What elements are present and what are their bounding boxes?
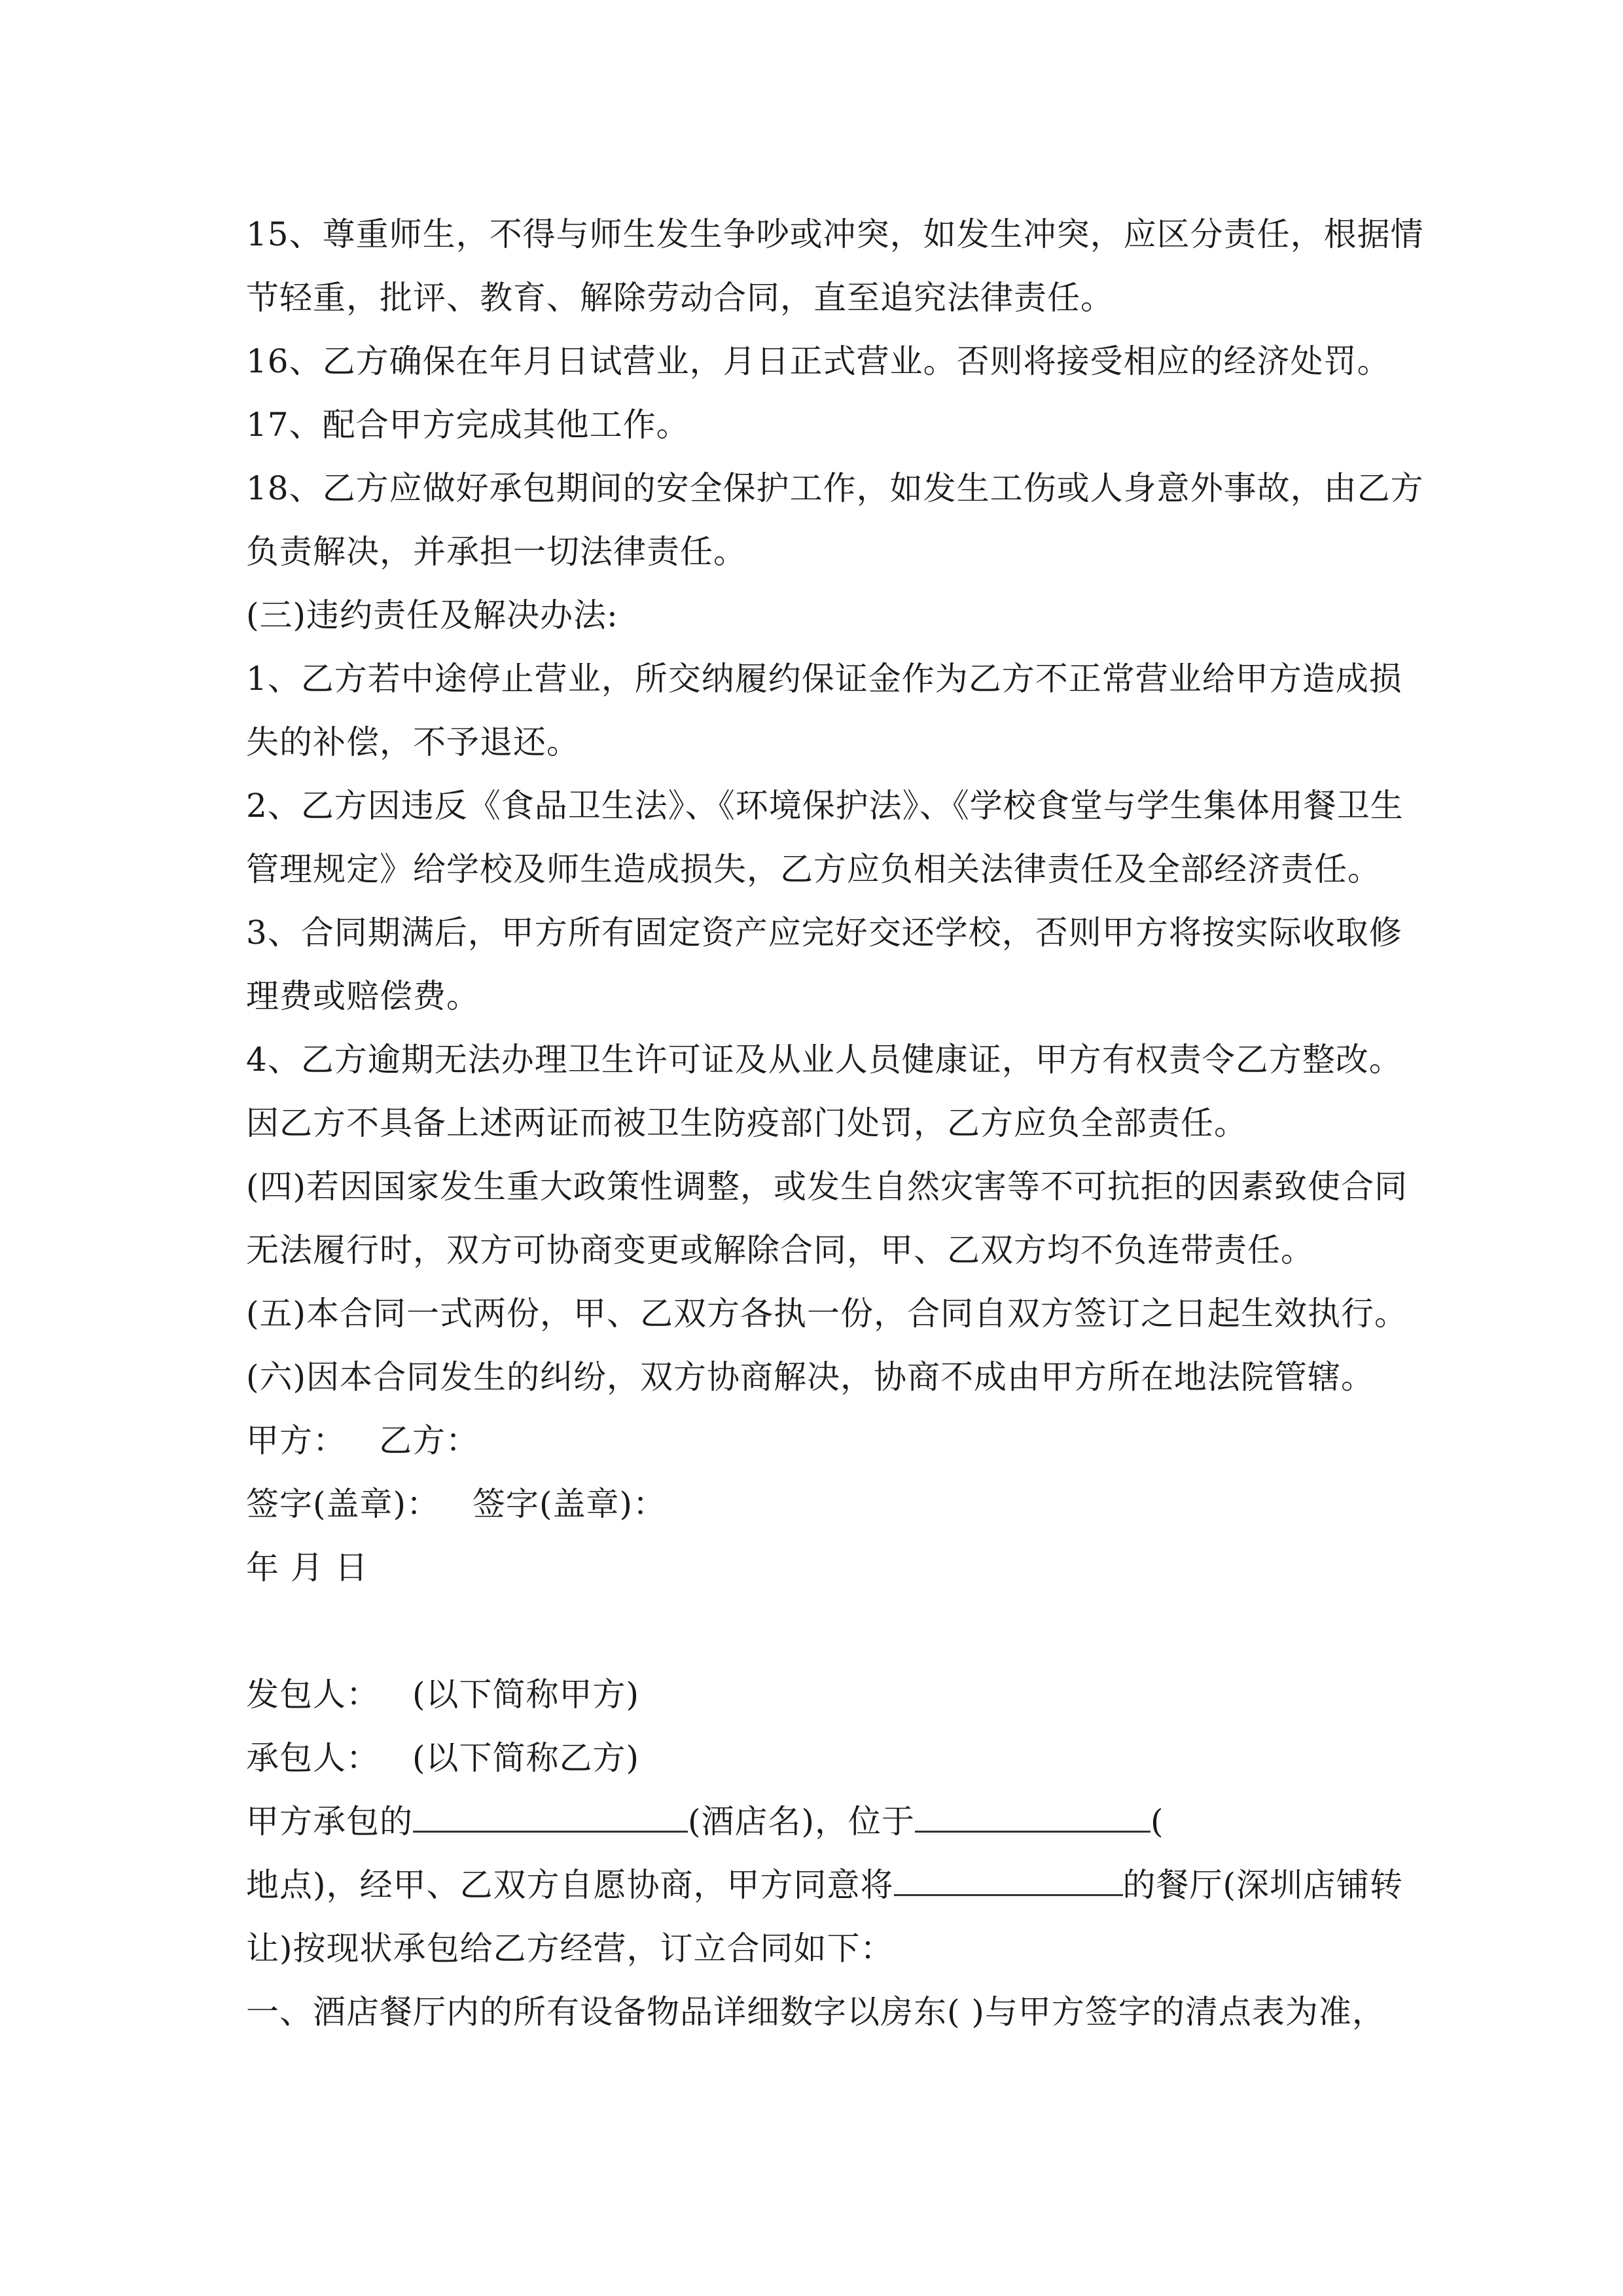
location-blank [915, 1791, 1150, 1833]
intro-text-c: ( [1150, 1803, 1164, 1840]
clause-15-line-2: 节轻重，批评、教育、解除劳动合同，直至追究法律责任。 [246, 279, 1114, 317]
party-a-label: 甲方： [246, 1422, 346, 1460]
breach-2-line-2: 管理规定》给学校及师生造成损失，乙方应负相关法律责任及全部经济责任。 [246, 850, 1381, 888]
restaurant-blank [894, 1855, 1123, 1896]
breach-3-line-1: 3、合同期满后，甲方所有固定资产应完好交还学校，否则甲方将按实际收取修 [246, 914, 1402, 952]
breach-3-line-2: 理费或赔偿费。 [246, 977, 480, 1015]
clause-18-line-2: 负责解决，并承担一切法律责任。 [246, 533, 747, 571]
intro-text-e: 的餐厅(深圳店铺转 [1122, 1866, 1404, 1904]
signature-stamps [246, 1473, 1418, 1536]
section-gap [246, 1600, 1418, 1663]
hotel-name-blank [413, 1791, 688, 1833]
contractor-line [246, 1727, 1418, 1790]
contract-intro-line-1 [246, 1790, 1418, 1854]
section-6: (六)因本合同发生的纠纷，双方协商解决，协商不成由甲方所在地法院管辖。 [246, 1358, 1375, 1396]
breach-4-line-2: 因乙方不具备上述两证而被卫生防疫部门处罚，乙方应负全部责任。 [246, 1104, 1247, 1142]
issuer-note: (以下简称甲方) [412, 1676, 640, 1713]
section-5: (五)本合同一式两份，甲、乙双方各执一份，合同自双方签订之日起生效执行。 [246, 1295, 1408, 1333]
intro-text-d: 地点)，经甲、乙双方自愿协商，甲方同意将 [246, 1866, 894, 1904]
contractor-note: (以下简称乙方) [412, 1739, 640, 1777]
breach-1-line-1: 1、乙方若中途停止营业，所交纳履约保证金作为乙方不正常营业给甲方造成损 [246, 660, 1402, 698]
sign-b-label: 签字(盖章)： [473, 1485, 667, 1523]
issuer-line [246, 1663, 1418, 1727]
section-4-line-2: 无法履行时，双方可协商变更或解除合同，甲、乙双方均不负连带责任。 [246, 1231, 1314, 1269]
clause-17: 17、配合甲方完成其他工作。 [246, 406, 690, 444]
contractor-label: 承包人： [246, 1739, 380, 1777]
clause-18-line-1: 18、乙方应做好承包期间的安全保护工作，如发生工伤或人身意外事故，由乙方 [246, 469, 1424, 507]
issuer-label: 发包人： [246, 1676, 380, 1713]
contract-clause-1: 一、酒店餐厅内的所有设备物品详细数字以房东( )与甲方签字的清点表为准， [246, 1993, 1385, 2031]
contract-intro-line-2 [246, 1854, 1418, 1917]
contract-intro-line-3: 让)按现状承包给乙方经营，订立合同如下： [246, 1929, 894, 1967]
breach-2-line-1: 2、乙方因违反《食品卫生法》、《环境保护法》、《学校食堂与学生集体用餐卫生 [246, 787, 1404, 825]
party-b-label: 乙方： [379, 1422, 479, 1460]
breach-1-line-2: 失的补偿，不予退还。 [246, 723, 580, 761]
clause-16: 16、乙方确保在年月日试营业，月日正式营业。否则将接受相应的经济处罚。 [246, 342, 1391, 380]
intro-text-a: 甲方承包的 [246, 1803, 413, 1840]
signature-date: 年 月 日 [246, 1549, 368, 1587]
document-body [246, 203, 1424, 2044]
signature-parties [246, 1409, 1418, 1473]
section-4-line-1: (四)若因国家发生重大政策性调整，或发生自然灾害等不可抗拒的因素致使合同 [246, 1168, 1408, 1206]
section-3-heading: (三)违约责任及解决办法: [246, 596, 618, 634]
intro-text-b: (酒店名)，位于 [688, 1803, 916, 1840]
breach-4-line-1: 4、乙方逾期无法办理卫生许可证及从业人员健康证，甲方有权责令乙方整改。 [246, 1041, 1402, 1079]
clause-15-line-1: 15、尊重师生，不得与师生发生争吵或冲突，如发生冲突，应区分责任，根据情 [246, 215, 1424, 253]
sign-a-label: 签字(盖章)： [246, 1485, 440, 1523]
